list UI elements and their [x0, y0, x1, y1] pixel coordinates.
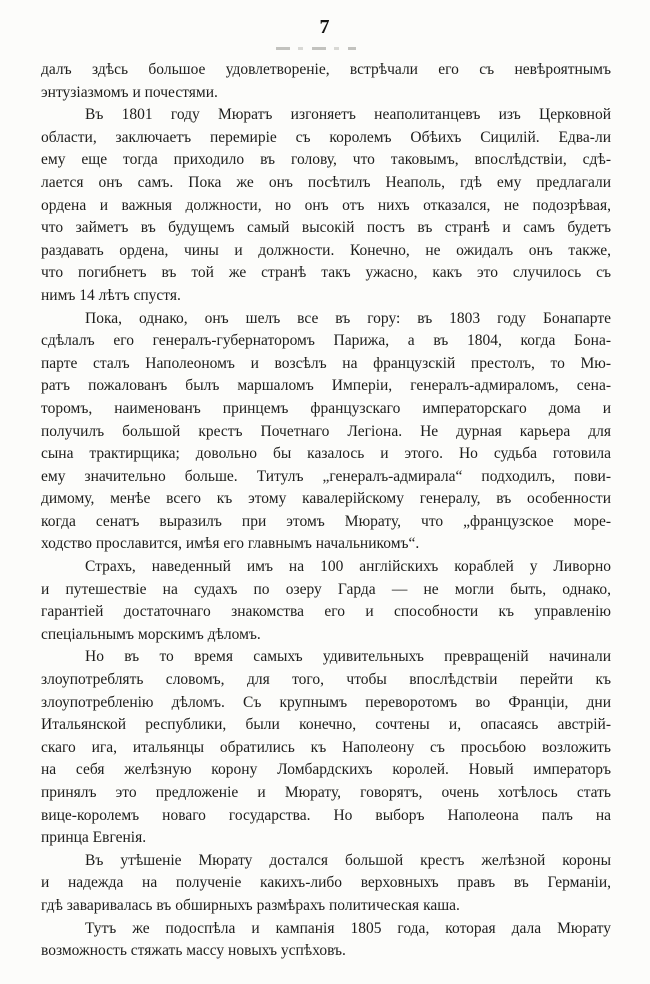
text-line: раздавать ордена, чины и должности. Конечно, не ожидалъ онъ также, [41, 241, 611, 259]
text-line: гдѣ заваривалась въ обширныхъ размѣрахъ политическая каша. [41, 896, 460, 914]
text-line: Пока, однако, онъ шелъ все въ гору: въ 1803 году Бонапарте [85, 309, 611, 327]
text-line: сына трактирщика; довольно бы казалось и этого. Но судьба готовила [41, 445, 611, 463]
text-line: ходство прославится, имѣя его главнымъ начальникомъ“. [41, 535, 420, 553]
text-line: ему еще тогда приходило въ голову, что таковымъ, впослѣдствіи, сдѣ- [41, 151, 611, 169]
text-line: злоупотреблять словомъ, для того, чтобы впослѣдствіи перейти къ [41, 671, 611, 689]
text-line: далъ здѣсь большое удовлетвореніе, встрѣчали его съ невѣроятнымъ [41, 61, 611, 78]
text-line: скаго ига, итальянцы обратились къ Наполеону съ просьбою возложить [41, 738, 611, 756]
text-line: Тутъ же подоспѣла и кампанія 1805 года, которая дала Мюрату [85, 919, 611, 937]
text-line: лается онъ самъ. Пока же онъ посѣтилъ Неаполь, гдѣ ему предлагали [41, 173, 611, 191]
text-line: получилъ большой крестъ Почетнаго Легіона. Не дурная карьера для [41, 422, 611, 440]
text-line: что погибнетъ въ той же странѣ такъ ужасно, какъ это случилось съ [41, 264, 611, 282]
text-line: Въ 1801 году Мюратъ изгоняетъ неаполитанцевъ изъ Церковной [85, 106, 611, 124]
text-line: Въ утѣшеніе Мюрату достался большой крестъ желѣзной короны [85, 851, 611, 869]
text-line: Но въ то время самыхъ удивительныхъ превращеній начинали [85, 648, 611, 666]
text-line: и путешествіе на судахъ по озеру Гарда — не могли быть, однако, [41, 580, 611, 598]
text-line: на себя желѣзную корону Ломбардскихъ королей. Новый императоръ [41, 761, 611, 779]
text-line: парте сталъ Наполеономъ и возсѣлъ на французскій престолъ, то Мю- [41, 354, 611, 372]
text-line: ордена и важныя должности, но онъ отъ нихъ отказался, не подозрѣвая, [41, 196, 611, 214]
text-line: Страхъ, наведенный имъ на 100 англійскихъ кораблей у Ливорно [85, 558, 611, 576]
text-line: спеціальнымъ морскимъ дѣломъ. [41, 625, 261, 643]
text-line: вице-королемъ новаго государства. Но выборъ Наполеона палъ на [41, 806, 611, 824]
header-rule [276, 47, 356, 50]
text-block [41, 59, 611, 963]
text-line: ему значительно больше. Титулъ „генералъ-адмирала“ подходилъ, пови- [41, 467, 611, 485]
page-number: 7 [319, 16, 331, 38]
text-line: торомъ, наименованъ принцемъ французскаго императорскаго дома и [41, 399, 611, 417]
text-line: когда сенатъ выразилъ при этомъ Мюрату, что „французское море- [41, 512, 611, 530]
text-line: принца Евгенія. [41, 829, 147, 847]
text-line: возможность стяжать массу новыхъ успѣховъ. [41, 942, 346, 960]
text-line: сдѣлалъ его генералъ-губернаторомъ Парижа, а въ 1804, когда Бона- [41, 332, 611, 350]
text-line: области, заключаетъ перемиріе съ королемъ Обѣихъ Сицилій. Едва-ли [41, 128, 611, 146]
text-line: энтузіазмомъ и почестями. [41, 83, 218, 101]
text-line: злоупотребленію дѣломъ. Съ крупнымъ переворотомъ во Франціи, дни [41, 693, 611, 711]
text-line: ратъ пожалованъ былъ маршаломъ Имперіи, генералъ-адмираломъ, сена- [41, 377, 611, 395]
text-line: что займетъ въ будущемъ самый высокій постъ въ странѣ и самъ будетъ [41, 219, 611, 237]
text-line: принялъ это предложеніе и Мюрату, говорятъ, очень хотѣлось стать [41, 784, 611, 801]
text-line: димому, менѣе всего къ этому кавалерійскому генералу, въ особенности [41, 490, 611, 508]
text-line: и надежда на полученіе какихъ-либо верховныхъ правъ въ Германіи, [41, 874, 611, 892]
text-line: Итальянской республики, были конечно, сочтены и, опасаясь австрій- [41, 716, 611, 734]
text-line: нимъ 14 лѣтъ спустя. [41, 286, 181, 304]
text-line: гарантіей достаточнаго знакомства его и способности къ управленію [41, 603, 611, 621]
